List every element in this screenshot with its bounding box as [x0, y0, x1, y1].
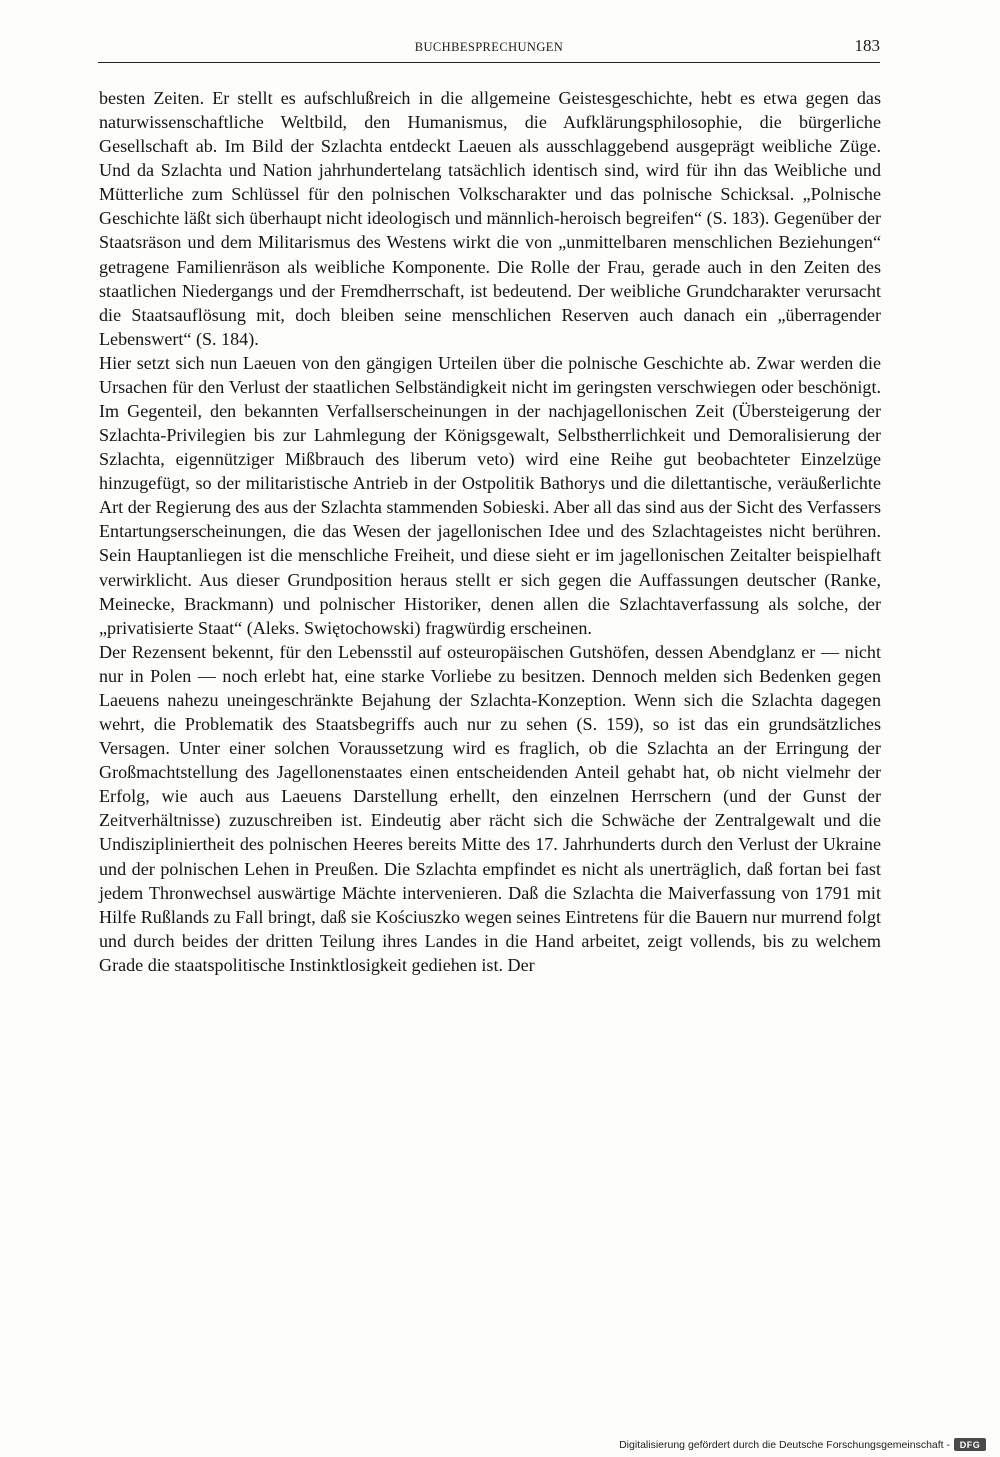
digitization-footer — [619, 1438, 986, 1451]
footer-text: Digitalisierung gefördert durch die Deutsche Forschungsgemeinschaft - — [619, 1438, 950, 1451]
paragraph-1: besten Zeiten. Er stellt es aufschlußreich in die allgemeine Geistesgeschichte, hebt es etwa gegen das naturwissenschaftliche Weltbild, den Humanismus, die Aufklärungsphilosophie, die bürgerliche Gesellschaft ab. Im Bild der Szlachta entdeckt Laeuen als ausschlaggebend ausgeprägt weibliche Züge. Und da Szlachta und Nation jahrhundertelang tatsächlich identisch sind, wird für ihn das Weibliche und Mütterliche zum Schlüssel für den polnischen Volkscharakter und das polnische Schicksal. „Polnische Geschichte läßt sich überhaupt nicht ideologisch und männlich-heroisch begreifen“ (S. 183). Gegenüber der Staatsräson und dem Militarismus des Westens wirkt die von „unmittelbaren menschlichen Beziehungen“ getragene Familienräson als weibliche Komponente. Die Rolle der Frau, gerade auch in den Zeiten des staatlichen Niedergangs und der Fremdherrschaft, ist bedeutend. Der weibliche Grundcharakter verursacht die Staatsauflösung mit, doch bleiben seine menschlichen Reserven auch danach ein „überragender Lebenswert“ (S. 184). — [99, 88, 881, 349]
paragraph-2: Hier setzt sich nun Laeuen von den gängigen Urteilen über die polnische Geschichte ab. Zwar werden die Ursachen für den Verlust der staatlichen Selbständigkeit nicht im geringsten verschwiegen oder beschönigt. Im Gegenteil, den bekannten Verfallserscheinungen in der nachjagellonischen Zeit (Übersteigerung der Szlachta-Privilegien bis zur Lahmlegung der Königsgewalt, Selbstherrlichkeit und Demoralisierung der Szlachta, eigennütziger Mißbrauch des liberum veto) wird eine Reihe gut beobachteter Einzelzüge hinzugefügt, so der militaristische Antrieb in der Ostpolitik Bathorys und die dilettantische, veräußerlichte Art der Regierung des aus der Szlachta stammenden Sobieski. Aber all das sind aus der Sicht des Verfassers Entartungserscheinungen, die das Wesen der jagellonischen Idee und des Szlachtageistes nicht berühren. Sein Hauptanliegen ist die menschliche Freiheit, und diese sieht er im jagellonischen Zeitalter beispielhaft verwirklicht. Aus dieser Grundposition heraus stellt er sich gegen die Auffassungen deutscher (Ranke, Meinecke, Brackmann) und polnischer Historiker, denen allen die Szlachtaverfassung als solche, der „privatisierte Staat“ (Aleks. Swiętochowski) fragwürdig erscheinen. — [99, 352, 881, 638]
paragraph-3: Der Rezensent bekennt, für den Lebensstil auf osteuropäischen Gutshöfen, dessen Abendglanz er — nicht nur in Polen — noch erlebt hat, eine starke Vorliebe zu besitzen. Dennoch melden sich Bedenken gegen Laeuens nahezu uneingeschränkte Bejahung der Szlachta-Konzeption. Wenn sich die Szlachta dagegen wehrt, die Problematik des Staatsbegriffs auch nur zu sehen (S. 159), so ist das ein grundsätzliches Versagen. Unter einer solchen Voraussetzung wird es fraglich, ob die Szlachta an der Erringung der Großmachtstellung des Jagellonenstaates einen entscheidenden Anteil gehabt hat, ob nicht vielmehr der Erfolg, wie auch aus Laeuens Darstellung erhellt, den einzelnen Herrschern (und der Gunst der Zeitverhältnisse) zuzuschreiben ist. Eindeutig aber rächt sich die Schwäche der Zentralgewalt und die Undiszipliniertheit des polnischen Heeres bereits Mitte des 17. Jahrhunderts durch den Verlust der Ukraine und der polnischen Lehen in Preußen. Die Szlachta empfindet es nicht als unerträglich, daß fortan bei fast jedem Thronwechsel auswärtige Mächte intervenieren. Daß die Szlachta die Maiverfassung von 1791 mit Hilfe Rußlands zu Fall bringt, daß sie Kościuszko wegen seines Eintretens für die Bauern nur murrend folgt und durch beides der dritten Teilung ihres Landes in die Hand arbeitet, zeigt vollends, bis zu welchem Grade die staatspolitische Instinktlosigkeit gediehen ist. Der — [99, 641, 881, 975]
page-header — [98, 36, 880, 58]
page-number: 183 — [854, 36, 880, 55]
body-text — [99, 86, 881, 977]
dfg-logo: DFG — [954, 1438, 986, 1451]
running-head: BUCHBESPRECHUNGEN — [414, 40, 564, 54]
header-rule — [98, 62, 880, 63]
